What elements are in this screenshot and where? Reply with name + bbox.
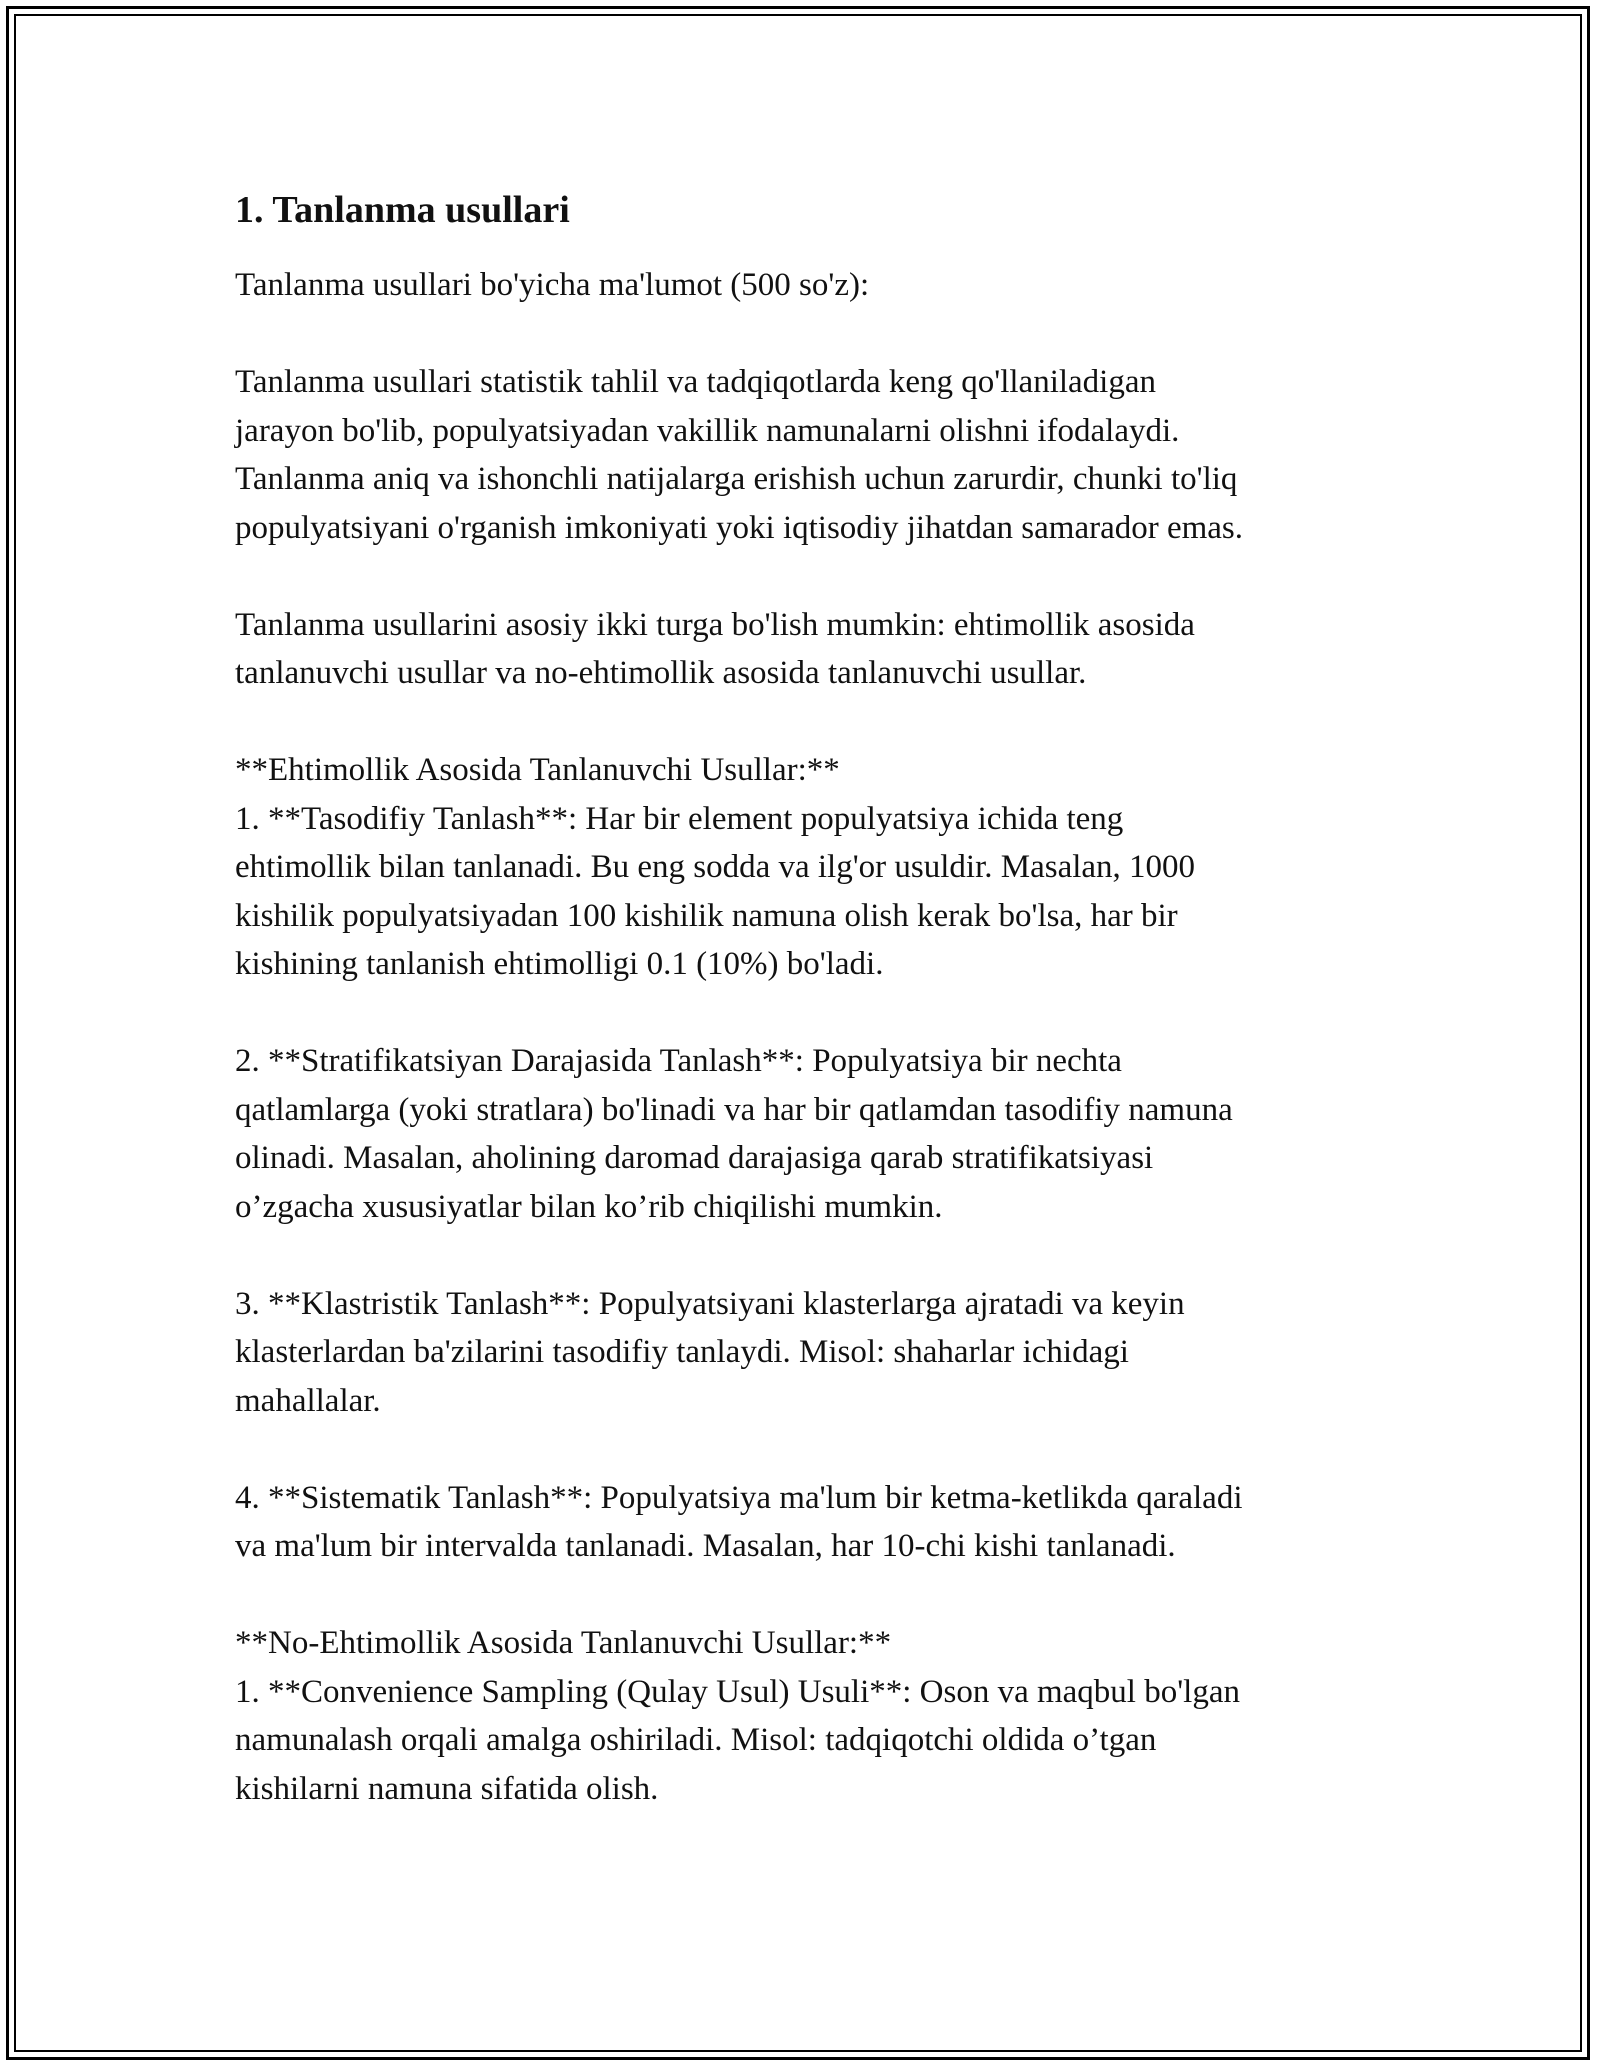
paragraph-intro xyxy=(235,261,1375,310)
text-line: 3. **Klastristik Tanlash**: Populyatsiyani klasterlarga ajratadi va keyin xyxy=(235,1285,1185,1322)
document-body xyxy=(235,185,1375,1813)
text-line: olinadi. Masalan, aholining daromad darajasiga qarab stratifikatsiyasi xyxy=(235,1140,1154,1176)
text-line: 4. **Sistematik Tanlash**: Populyatsiya ma'lum bir ketma-ketlikda qaraladi xyxy=(235,1479,1243,1516)
text-line: **No-Ehtimollik Asosida Tanlanuvchi Usullar:** xyxy=(235,1625,892,1661)
paragraph-definition xyxy=(235,358,1375,552)
text-line: jarayon bo'lib, populyatsiyadan vakillik namunalarni olishni ifodalaydi. xyxy=(235,412,1180,449)
text-line: Tanlanma usullari statistik tahlil va tadqiqotlarda keng qo'llaniladigan xyxy=(235,364,1156,400)
text-line: Tanlanma aniq va ishonchli natijalarga erishish uchun zarurdir, chunki to'liq xyxy=(235,461,1238,497)
paragraph-types xyxy=(235,601,1375,698)
section-heading: 1. Tanlanma usullari xyxy=(235,189,570,231)
text-line: populyatsiyani o'rganish imkoniyati yoki iqtisodiy jihatdan samarador emas. xyxy=(235,509,1244,546)
text-line: kishilik populyatsiyadan 100 kishilik namuna olish kerak bo'lsa, har bir xyxy=(235,897,1178,934)
paragraph-stratified xyxy=(235,1037,1375,1231)
paragraph-non-probability-methods xyxy=(235,1619,1375,1813)
text-line: mahallalar. xyxy=(235,1382,381,1419)
text-line: klasterlardan ba'zilarini tasodifiy tanlaydi. Misol: shaharlar ichidagi xyxy=(235,1334,1129,1370)
text-line: Tanlanma usullarini asosiy ikki turga bo'lish mumkin: ehtimollik asosida xyxy=(235,606,1195,643)
text-line: tanlanuvchi usullar va no-ehtimollik asosida tanlanuvchi usullar. xyxy=(235,655,1087,691)
text-line: namunalash orqali amalga oshiriladi. Misol: tadqiqotchi oldida o’tgan xyxy=(235,1722,1157,1758)
text-line: 1. **Convenience Sampling (Qulay Usul) Usuli**: Oson va maqbul bo'lgan xyxy=(235,1673,1240,1710)
paragraph-systematic xyxy=(235,1474,1375,1571)
text-line: o’zgacha xususiyatlar bilan ko’rib chiqilishi mumkin. xyxy=(235,1188,943,1225)
text-line: 1. **Tasodifiy Tanlash**: Har bir element populyatsiya ichida teng xyxy=(235,800,1124,837)
text-line: ehtimollik bilan tanlanadi. Bu eng sodda va ilg'or usuldir. Masalan, 1000 xyxy=(235,849,1196,885)
paragraph-cluster xyxy=(235,1280,1375,1426)
text-line: va ma'lum bir intervalda tanlanadi. Masalan, har 10-chi kishi tanlanadi. xyxy=(235,1528,1176,1564)
text-line: kishining tanlanish ehtimolligi 0.1 (10%) bo'ladi. xyxy=(235,946,884,982)
text-line: 2. **Stratifikatsiyan Darajasida Tanlash**: Populyatsiya bir nechta xyxy=(235,1043,1122,1079)
text-line: kishilarni namuna sifatida olish. xyxy=(235,1770,659,1807)
paragraph-probability-methods xyxy=(235,746,1375,989)
text-line: Tanlanma usullari bo'yicha ma'lumot (500 so'z): xyxy=(235,267,870,303)
text-line: **Ehtimollik Asosida Tanlanuvchi Usullar:** xyxy=(235,752,840,788)
text-line: qatlamlarga (yoki stratlara) bo'linadi va har bir qatlamdan tasodifiy namuna xyxy=(235,1091,1233,1128)
